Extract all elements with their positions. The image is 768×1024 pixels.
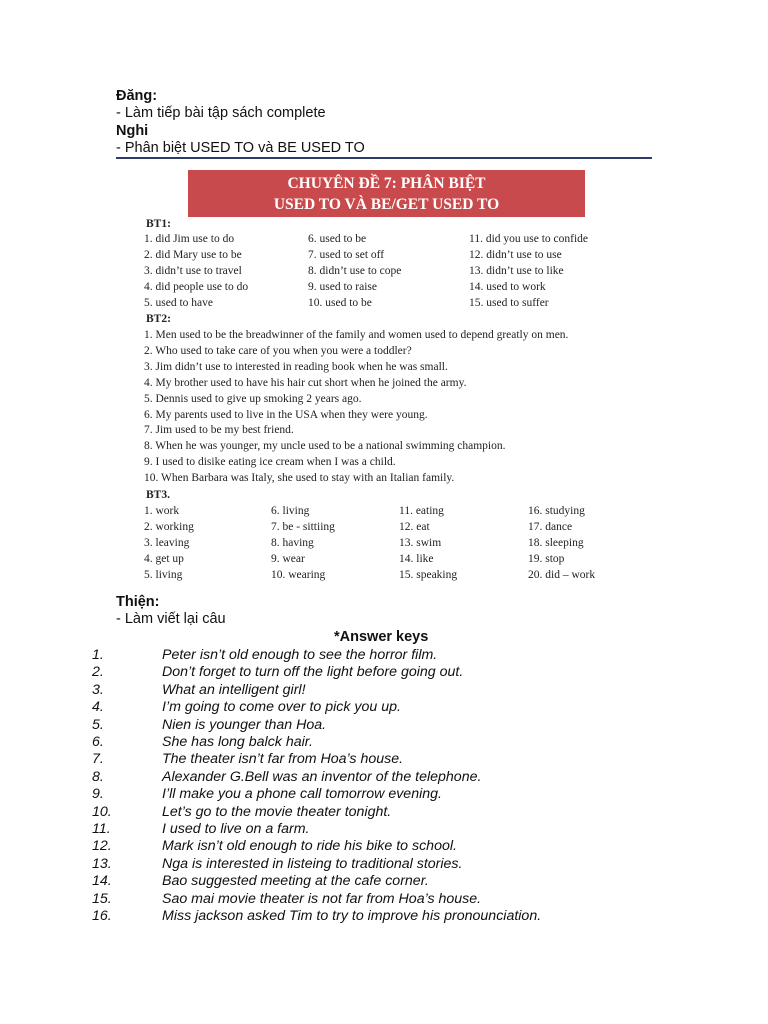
banner-title-line1: CHUYÊN ĐỀ 7: PHÂN BIỆT xyxy=(287,175,486,192)
answer-sentence: I’m going to come over to pick you up. xyxy=(162,699,401,716)
answer-number: 6. xyxy=(92,734,104,750)
bt2-sentence: 4. My brother used to have his hair cut short when he joined the army. xyxy=(144,376,467,389)
answer-number: 14. xyxy=(92,873,112,890)
bt3-item: 18. sleeping xyxy=(528,537,584,549)
divider-line xyxy=(116,157,652,159)
bt1-item: 4. did people use to do xyxy=(144,281,249,293)
banner-title-line2: USED TO VÀ BE/GET USED TO xyxy=(273,196,500,213)
bt1-item: 13. didn’t use to like xyxy=(469,265,564,277)
answer-number: 10. xyxy=(92,803,112,820)
answer-number: 11. xyxy=(92,821,111,837)
answer-number: 15. xyxy=(92,890,112,907)
bt2-sentence: 6. My parents used to live in the USA when they were young. xyxy=(144,408,428,421)
answer-sentence: She has long balck hair. xyxy=(162,734,313,750)
bt3-item: 17. dance xyxy=(528,521,573,533)
bt1-item: 11. did you use to confide xyxy=(469,233,589,245)
answer-number: 3. xyxy=(92,681,104,698)
bt3-item: 11. eating xyxy=(399,505,444,517)
bt3-item: 13. swim xyxy=(399,537,442,549)
answer-sentence: I’ll make you a phone call tomorrow evening. xyxy=(162,786,442,803)
bt3-item: 16. studying xyxy=(528,505,585,517)
bt3-item: 12. eat xyxy=(399,521,430,533)
bt1-item: 5. used to have xyxy=(144,297,213,309)
answer-number: 12. xyxy=(92,838,112,855)
bt1-label: BT1: xyxy=(146,218,171,230)
bt1-item: 14. used to work xyxy=(469,281,546,293)
bt1-item: 10. used to be xyxy=(308,297,372,309)
answer-sentence: Don’t forget to turn off the light before going out. xyxy=(162,664,464,681)
answer-number: 4. xyxy=(92,699,104,716)
topic-banner xyxy=(188,170,585,217)
bt2-sentence: 10. When Barbara was Italy, she used to stay with an Italian family. xyxy=(144,472,455,485)
nghi-task: - Phân biệt USED TO và BE USED TO xyxy=(116,140,365,156)
bt2-sentence: 9. I used to disike eating ice cream when I was a child. xyxy=(144,456,396,469)
answer-sentence: What an intelligent girl! xyxy=(162,681,306,698)
bt3-item: 19. stop xyxy=(528,553,565,565)
answer-sentence: Peter isn’t old enough to see the horror film. xyxy=(162,647,438,663)
bt1-item: 2. did Mary use to be xyxy=(144,249,242,261)
bt3-item: 3. leaving xyxy=(144,537,190,549)
bt3-item: 20. did – work xyxy=(528,569,596,581)
bt3-item: 9. wear xyxy=(271,553,305,565)
thien-heading: Thiện: xyxy=(116,594,160,610)
dang-task: - Làm tiếp bài tập sách complete xyxy=(116,105,326,121)
answer-sentence: Miss jackson asked Tim to try to improve his pronounciation. xyxy=(162,908,542,924)
answer-sentence: Alexander G.Bell was an inventor of the telephone. xyxy=(162,768,482,785)
bt3-label: BT3. xyxy=(146,489,170,501)
answer-sentence: Mark isn’t old enough to ride his bike to school. xyxy=(162,838,457,855)
bt1-item: 9. used to raise xyxy=(308,281,377,293)
answer-sentence: Nien is younger than Hoa. xyxy=(162,716,327,733)
bt3-item: 6. living xyxy=(271,505,310,517)
bt1-item: 3. didn’t use to travel xyxy=(144,265,242,277)
bt3-item: 1. work xyxy=(144,505,180,517)
bt2-label: BT2: xyxy=(146,313,171,325)
answer-number: 9. xyxy=(92,786,104,803)
answer-sentence: Bao suggested meeting at the cafe corner. xyxy=(162,873,429,890)
bt3-item: 8. having xyxy=(271,537,314,549)
bt3-item: 10. wearing xyxy=(271,569,326,581)
answer-number: 1. xyxy=(92,647,104,663)
answer-sentence: I used to live on a farm. xyxy=(162,821,310,837)
bt3-item: 5. living xyxy=(144,569,183,581)
bt1-item: 15. used to suffer xyxy=(469,297,549,309)
bt2-sentence: 1. Men used to be the breadwinner of the family and women used to depend greatly on men. xyxy=(144,329,569,341)
bt1-item: 6. used to be xyxy=(308,233,367,245)
answer-number: 2. xyxy=(92,664,104,681)
answer-number: 7. xyxy=(92,751,104,768)
bt1-item: 7. used to set off xyxy=(308,249,385,261)
bt3-item: 7. be - sittiing xyxy=(271,521,335,533)
bt3-item: 2. working xyxy=(144,521,194,533)
dang-heading: Đăng: xyxy=(116,88,158,104)
bt2-sentence: 7. Jim used to be my best friend. xyxy=(144,424,294,437)
answer-sentence: Nga is interested in listeing to traditional stories. xyxy=(162,855,463,872)
bt1-item: 8. didn’t use to cope xyxy=(308,265,402,277)
bt2-sentence: 5. Dennis used to give up smoking 2 years ago. xyxy=(144,392,362,405)
answer-number: 16. xyxy=(92,908,112,924)
answer-number: 13. xyxy=(92,855,112,872)
bt2-sentence: 2. Who used to take care of you when you were a toddler? xyxy=(144,344,412,357)
bt2-sentence: 3. Jim didn’t use to interested in reading book when he was small. xyxy=(144,360,448,373)
nghi-heading: Nghi xyxy=(116,123,149,139)
bt3-item: 14. like xyxy=(399,553,434,565)
bt1-item: 1. did Jim use to do xyxy=(144,233,235,245)
answer-number: 5. xyxy=(92,716,104,733)
answer-sentence: The theater isn’t far from Hoa’s house. xyxy=(162,751,404,768)
answer-sentence: Let’s go to the movie theater tonight. xyxy=(162,803,392,820)
bt3-item: 15. speaking xyxy=(399,569,458,581)
answer-keys-title: *Answer keys xyxy=(334,629,429,645)
bt1-item: 12. didn’t use to use xyxy=(469,249,562,261)
thien-task: - Làm viết lại câu xyxy=(116,611,226,627)
bt3-item: 4. get up xyxy=(144,553,184,565)
answer-number: 8. xyxy=(92,768,104,785)
bt2-sentence: 8. When he was younger, my uncle used to be a national swimming champion. xyxy=(144,440,506,453)
answer-sentence: Sao mai movie theater is not far from Hoa’s house. xyxy=(162,890,482,907)
